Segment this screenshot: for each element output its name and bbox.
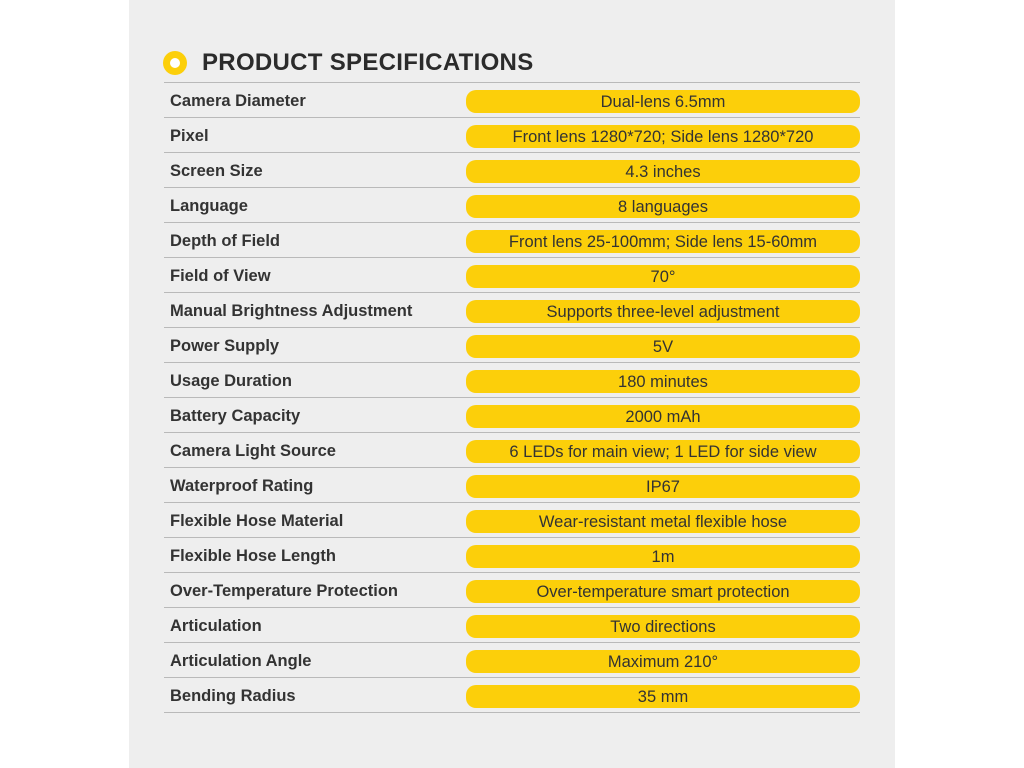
spec-label: Field of View (170, 267, 271, 285)
spec-value: 2000 mAh (466, 405, 860, 428)
spec-row (164, 643, 860, 678)
spec-label: Flexible Hose Length (170, 547, 336, 565)
spec-value: 180 minutes (466, 370, 860, 393)
spec-label: Articulation (170, 617, 262, 635)
spec-value: Supports three-level adjustment (466, 300, 860, 323)
spec-value: Front lens 25-100mm; Side lens 15-60mm (466, 230, 860, 253)
spec-label: Usage Duration (170, 372, 292, 390)
spec-value: Two directions (466, 615, 860, 638)
spec-value: 5V (466, 335, 860, 358)
spec-label: Bending Radius (170, 687, 296, 705)
spec-row (164, 503, 860, 538)
spec-value: 6 LEDs for main view; 1 LED for side view (466, 440, 860, 463)
spec-value: 1m (466, 545, 860, 568)
spec-row (164, 223, 860, 258)
spec-value: Over-temperature smart protection (466, 580, 860, 603)
spec-row (164, 538, 860, 573)
spec-value: Front lens 1280*720; Side lens 1280*720 (466, 125, 860, 148)
spec-value: 8 languages (466, 195, 860, 218)
spec-label: Manual Brightness Adjustment (170, 302, 413, 320)
spec-value: Maximum 210° (466, 650, 860, 673)
page-title: PRODUCT SPECIFICATIONS (202, 49, 534, 76)
spec-row (164, 608, 860, 643)
spec-row (164, 468, 860, 503)
spec-table (164, 82, 860, 713)
spec-label: Depth of Field (170, 232, 280, 250)
spec-label: Flexible Hose Material (170, 512, 344, 530)
spec-label: Battery Capacity (170, 407, 301, 425)
spec-row (164, 293, 860, 328)
spec-label: Waterproof Rating (170, 477, 314, 495)
spec-label: Articulation Angle (170, 652, 312, 670)
spec-row (164, 118, 860, 153)
spec-row (164, 573, 860, 608)
spec-label: Camera Light Source (170, 442, 336, 460)
spec-label: Screen Size (170, 162, 263, 180)
spec-value: 70° (466, 265, 860, 288)
spec-row (164, 328, 860, 363)
spec-value: 4.3 inches (466, 160, 860, 183)
circle-ring-icon (163, 51, 187, 75)
spec-row (164, 433, 860, 468)
spec-label: Language (170, 197, 248, 215)
spec-row (164, 153, 860, 188)
spec-label: Over-Temperature Protection (170, 582, 399, 600)
spec-row (164, 188, 860, 223)
spec-label: Power Supply (170, 337, 280, 355)
spec-row (164, 258, 860, 293)
spec-label: Pixel (170, 127, 209, 145)
spec-label: Camera Diameter (170, 92, 306, 110)
spec-value: IP67 (466, 475, 860, 498)
section-header (163, 46, 534, 80)
spec-value: 35 mm (466, 685, 860, 708)
spec-row (164, 83, 860, 118)
spec-value: Wear-resistant metal flexible hose (466, 510, 860, 533)
spec-row (164, 678, 860, 713)
spec-row (164, 363, 860, 398)
spec-value: Dual-lens 6.5mm (466, 90, 860, 113)
spec-row (164, 398, 860, 433)
